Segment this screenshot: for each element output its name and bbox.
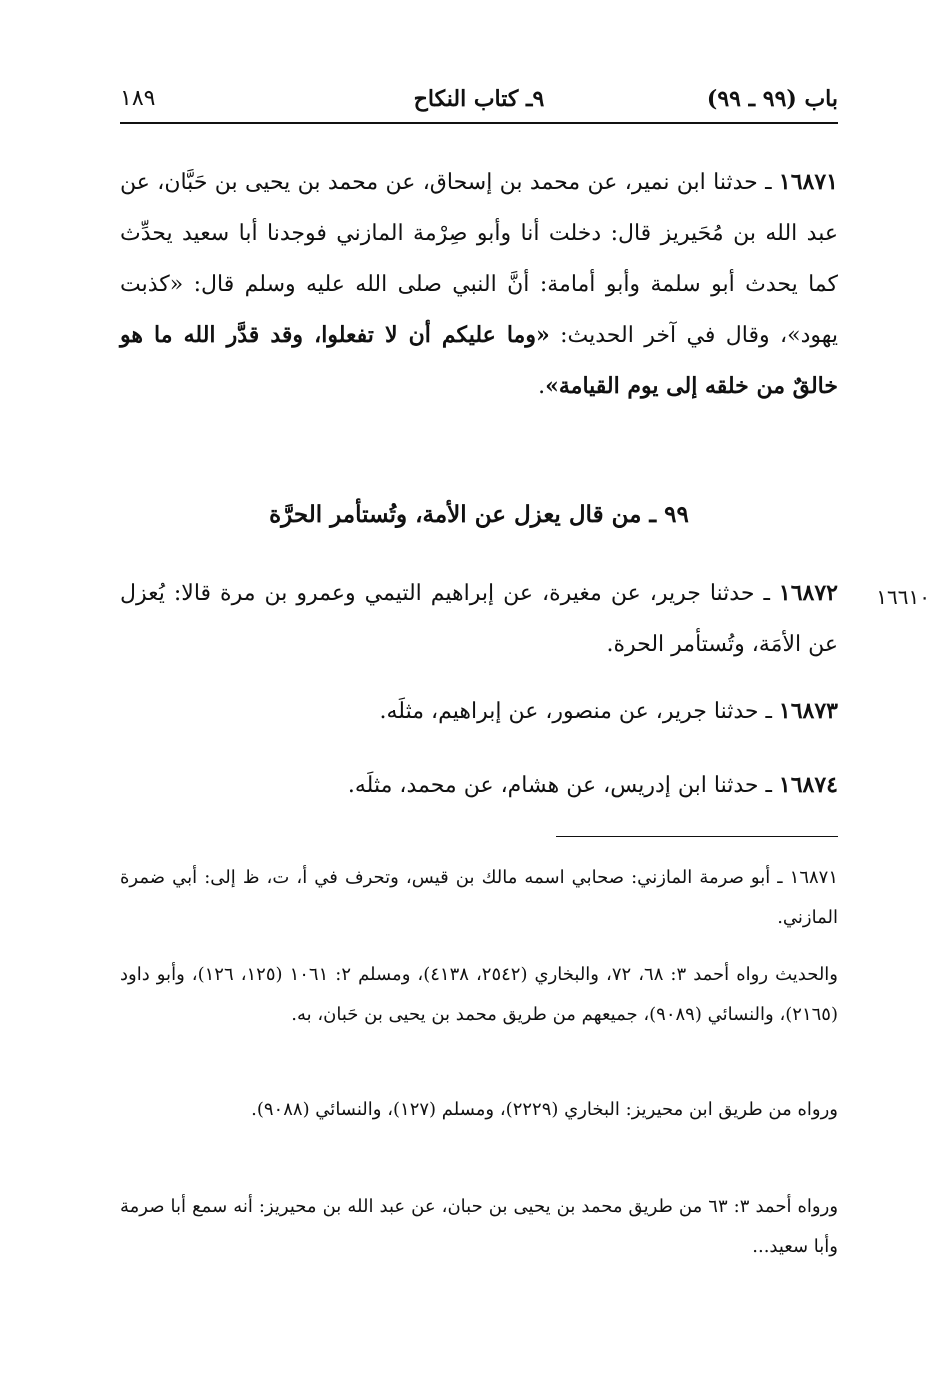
footnote-4: ورواه أحمد ٣: ٦٣ من طريق محمد بن يحيى بن حبان، عن عبد الله بن محيريز: أنه سمع أبا صرمة وأبا سعيد... [120,1196,839,1257]
page-number: ١٨٩ [120,86,156,111]
chapter-heading: باب (٩٩ ـ ٩٩) [706,86,838,112]
section-title: ٩٩ ـ من قال يعزل عن الأمة، وتُستأمر الحرَّة [269,501,689,528]
hadith-16874 [120,760,838,811]
footnote-3: ورواه من طريق ابن محيريز: البخاري (٢٢٢٩)، ومسلم (١٢٧)، والنسائي (٩٠٨٨). [251,1099,838,1120]
margin-number: ١٦٦١٠ [876,585,930,609]
hadith-quote-bold: «وما عليكم أن لا تفعلوا، وقد قدَّر الله ما هو خالقٌ من خلقه إلى يوم القيامة» [120,322,838,399]
book-title: ٩ـ كتاب النكاح [413,86,545,112]
hadith-end: . [538,374,546,399]
footnote-divider [556,836,838,837]
hadith-text: ـ حدثنا ابن نمير، عن محمد بن إسحاق، عن محمد بن يحيى بن حَبَّان، عن عبد الله بن مُحَيريز قال: دخلت أنا وأبو صِرْمة المازني فوجدنا أبا سعيد يحدِّث كما يحدث أبو سلمة وأبو أمامة: أنَّ النبي صلى الله عليه وسلم قال: «كذبت يهود»، وقال في آخر الحديث: [120,170,838,348]
hadith-16873 [120,686,838,737]
hadith-text: ـ حدثنا جرير، عن منصور، عن إبراهيم، مثلَه. [379,699,779,724]
page-header [120,82,838,124]
hadith-16871 [120,157,838,412]
footnote-1: ١٦٨٧١ ـ أبو صرمة المازني: صحابي اسمه مالك بن قيس، وتحرف في أ، ت، ظ إلى: أبي ضمرة المازني. [120,867,838,928]
footnote-2: والحديث رواه أحمد ٣: ٦٨، ٧٢، والبخاري (٢٥٤٢، ٤١٣٨)، ومسلم ٢: ١٠٦١ (١٢٥، ١٢٦)، وأبو داود (٢١٦٥)، والنسائي (٩٠٨٩)، جميعهم من طريق محمد بن يحيى بن حَبان، به. [120,964,838,1025]
hadith-number: ١٦٨٧٤ [778,772,838,798]
hadith-text: ـ حدثنا ابن إدريس، عن هشام، عن محمد، مثلَه. [347,773,779,798]
hadith-number: ١٦٨٧٣ [778,698,838,724]
hadith-number: ١٦٨٧١ [778,169,838,195]
hadith-number: ١٦٨٧٢ [778,580,838,606]
hadith-text: ـ حدثنا جرير، عن مغيرة، عن إبراهيم التيمي وعمرو بن مرة قالا: يُعزل عن الأمَة، وتُستأمر الحرة. [120,581,838,657]
hadith-16872 [120,568,838,670]
